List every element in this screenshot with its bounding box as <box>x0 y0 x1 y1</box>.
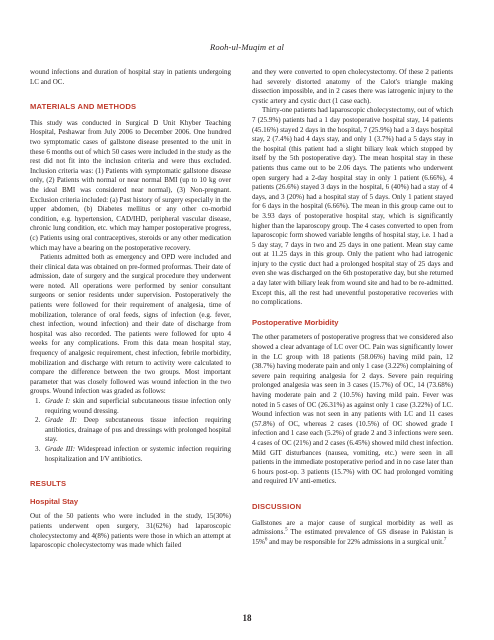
results-heading: RESULTS <box>30 479 67 489</box>
grade-item: 3. Grade III: Widespread infection or systemic infection requiring hospitalization and I/V antibiotics. <box>42 445 231 464</box>
results-paragraph-1: Out of the 50 patients who were included in the study, 15(30%) patients underwent open surgery, 31(62%) had laparoscopic cholecystectomy and 4(8%) patients were those in which an attempt at laparoscopic cholecystectomy was made which failed <box>30 512 231 550</box>
intro-paragraph: wound infections and duration of hospital stay in patients undergoing LC and OC. <box>30 68 231 86</box>
discussion-text: and may be responsible for 22% admissions in a surgical unit. <box>267 537 444 546</box>
discussion-paragraph <box>252 519 453 548</box>
right-column <box>252 68 453 547</box>
page-number: 18 <box>242 613 252 623</box>
results-paragraph-3: Thirty-one patients had laparoscopic cholecystectomy, out of which 7 (25.9%) patients had a 1 day postoperative hospital stay, 14 patients (45.16%) stayed 2 days in the hospital, 7 (25.9%) had a 3 days hospital stay, 2 (7.4%) had 4 days stay, and only 1 (3.7%) had a 5 days stay in the hospital (this patient had a slight biliary leak which stopped by itself by the 5th postoperative day). The mean hospital stay in these patients thus came out to be 2.06 days. The patients who underwent open surgery had a 2-day hospital stay in only 1 patient (6.66%), 4 patients (26.6%) stayed 3 days in the hospital, 6 (40%) had a stay of 4 days, and 3 (20%) had a hospital stay of 5 days. Only 1 patient stayed for 6 days in the hospital (6.66%). The mean in this group came out to be 3.93 days of postoperative hospital stay, which is significantly higher than the laparoscopy group. The 4 cases converted to open from laparoscopic form showed variable lengths of hospital stay, i.e. 1 had a 5 day stay, 7 days in two and 25 days in one patient. Mean stay came out at 11.25 days in this group. Only the patient who had iatrogenic injury to the cystic duct had a prolonged hospital stay of 25 days and even she was discharged on the 6th postoperative day, but she returned a day later with biliary leak from wound site and had to be re-admitted. Except this, all the rest had uneventful postoperative recoveries with no complications. <box>252 106 453 307</box>
discussion-text: The estimated prevalence of GS disease in Pakistan is 15% <box>252 528 453 546</box>
citation: 5 <box>285 527 288 533</box>
discussion-text: Gallstones are a major cause of surgical morbidity as well as admissions. <box>252 518 453 537</box>
morbidity-paragraph: The other parameters of postoperative progress that we considered also showed a clear advantage of LC over OC. Pain was significantly lower in the LC group with 18 patients (58.06%) having mild pain, 12 (38.7%) having moderate pain and only 1 case (3.22%) complaining of severe pain requiring analgesia for 2 days. Severe pain requiring prolonged analgesia was seen in 3 cases (15.7%) of OC, 14 (73.68%) having moderate pain and 2 (10.5%) having mild pain. Fever was noted in 5 cases of OC (26.31%) as against only 1 case (3.22%) of LC. Wound infection was not seen in any patients with LC and 11 cases (57.8%) of OC, whereas 2 cases (10.5%) of OC showed grade I infection and 1 case each (5.2%) of grade 2 and 3 infections were seen. 4 cases of OC (21%) and 2 cases (6.45%) showed mild chest infection. Mild GIT disturbances (nausea, vomiting, etc.) were seen in all patients in the immediate postoperative period and in no case later than 6 hours post-op. 3 patients (15.7%) with OC had prolonged vomiting and required I/V anti-emetics. <box>252 333 453 486</box>
discussion-heading: DISCUSSION <box>252 501 302 511</box>
morbidity-heading: Postoperative Morbidity <box>252 317 339 327</box>
wound-grade-list <box>30 397 231 464</box>
citation: 7 <box>443 537 447 543</box>
citation: 6 <box>264 537 268 543</box>
methods-heading: MATERIALS AND METHODS <box>30 102 137 112</box>
grade-item: 2. Grade II: Deep subcutaneous tissue infection requiring antibiotics, drainage of pus and dressings with prolonged hospital stay. <box>42 416 231 445</box>
running-header: Rooh-ul-Muqim et al <box>210 42 284 52</box>
grade-item: 1. Grade I: skin and superficial subcutaneous tissue infection only requiring wound dressing. <box>42 397 231 416</box>
hospital-stay-heading: Hospital Stay <box>30 496 79 506</box>
methods-paragraph-1: This study was conducted in Surgical D Unit Khyber Teaching Hospital, Peshawar from July 2006 to December 2006. One hundred two symptomatic cases of gallstone disease presented to the unit in these 6 months out of which 50 cases were included in the study as the rest did not fit into the inclusion criteria and were thus excluded. Inclusion criteria was: (1) Patients with symptomatic gallstone disease only, (2) Patients with normal or near normal BMI (up to 10 kg over the ideal BMI was considered near normal), (3) Non-pregnant. Exclusion criteria included: (a) Past history of surgery especially in the upper abdomen, (b) Diabetes mellitus or any other co-morbid condition, e.g. hypertension, CAD/IHD, peripheral vascular disease, chronic lung condition, etc. which may hamper postoperative progress, (c) Patients using oral contraceptives, steroids or any other medication which may have a bearing on the postoperative recovery. <box>30 118 231 252</box>
left-column <box>30 68 231 551</box>
results-paragraph-2: and they were converted to open cholecystectomy. Of these 2 patients had severely distorted anatomy of the Calot's triangle making dissection impossible, and in 2 cases there was iatrogenic injury to the cystic artery and cystic duct (1 case each). <box>252 68 453 105</box>
methods-paragraph-2: Patients admitted both as emergency and OPD were included and their clinical data was obtained on pre-formed proformas. Their date of admission, date of surgery and the surgical procedure they underwent were noted. All operations were performed by senior consultant surgeons or senior residents under supervision. Postoperatively the patients were followed for their requirement of analgesia, time of mobilization, tolerance of oral feeds, signs of infection (e.g. fever, chest infection, wound infection) and their date of discharge from hospital was also recorded. The patients were followed for upto 4 weeks for any complications. From this data mean hospital stay, frequency of analgesic requirement, chest infection, febrile morbidity, mobilization and discharge with return to activity were calculated to compare the difference between the two groups. Most important parameter that was closely followed was wound infection in the two groups. Wound infection was graded as follows: <box>30 253 231 396</box>
